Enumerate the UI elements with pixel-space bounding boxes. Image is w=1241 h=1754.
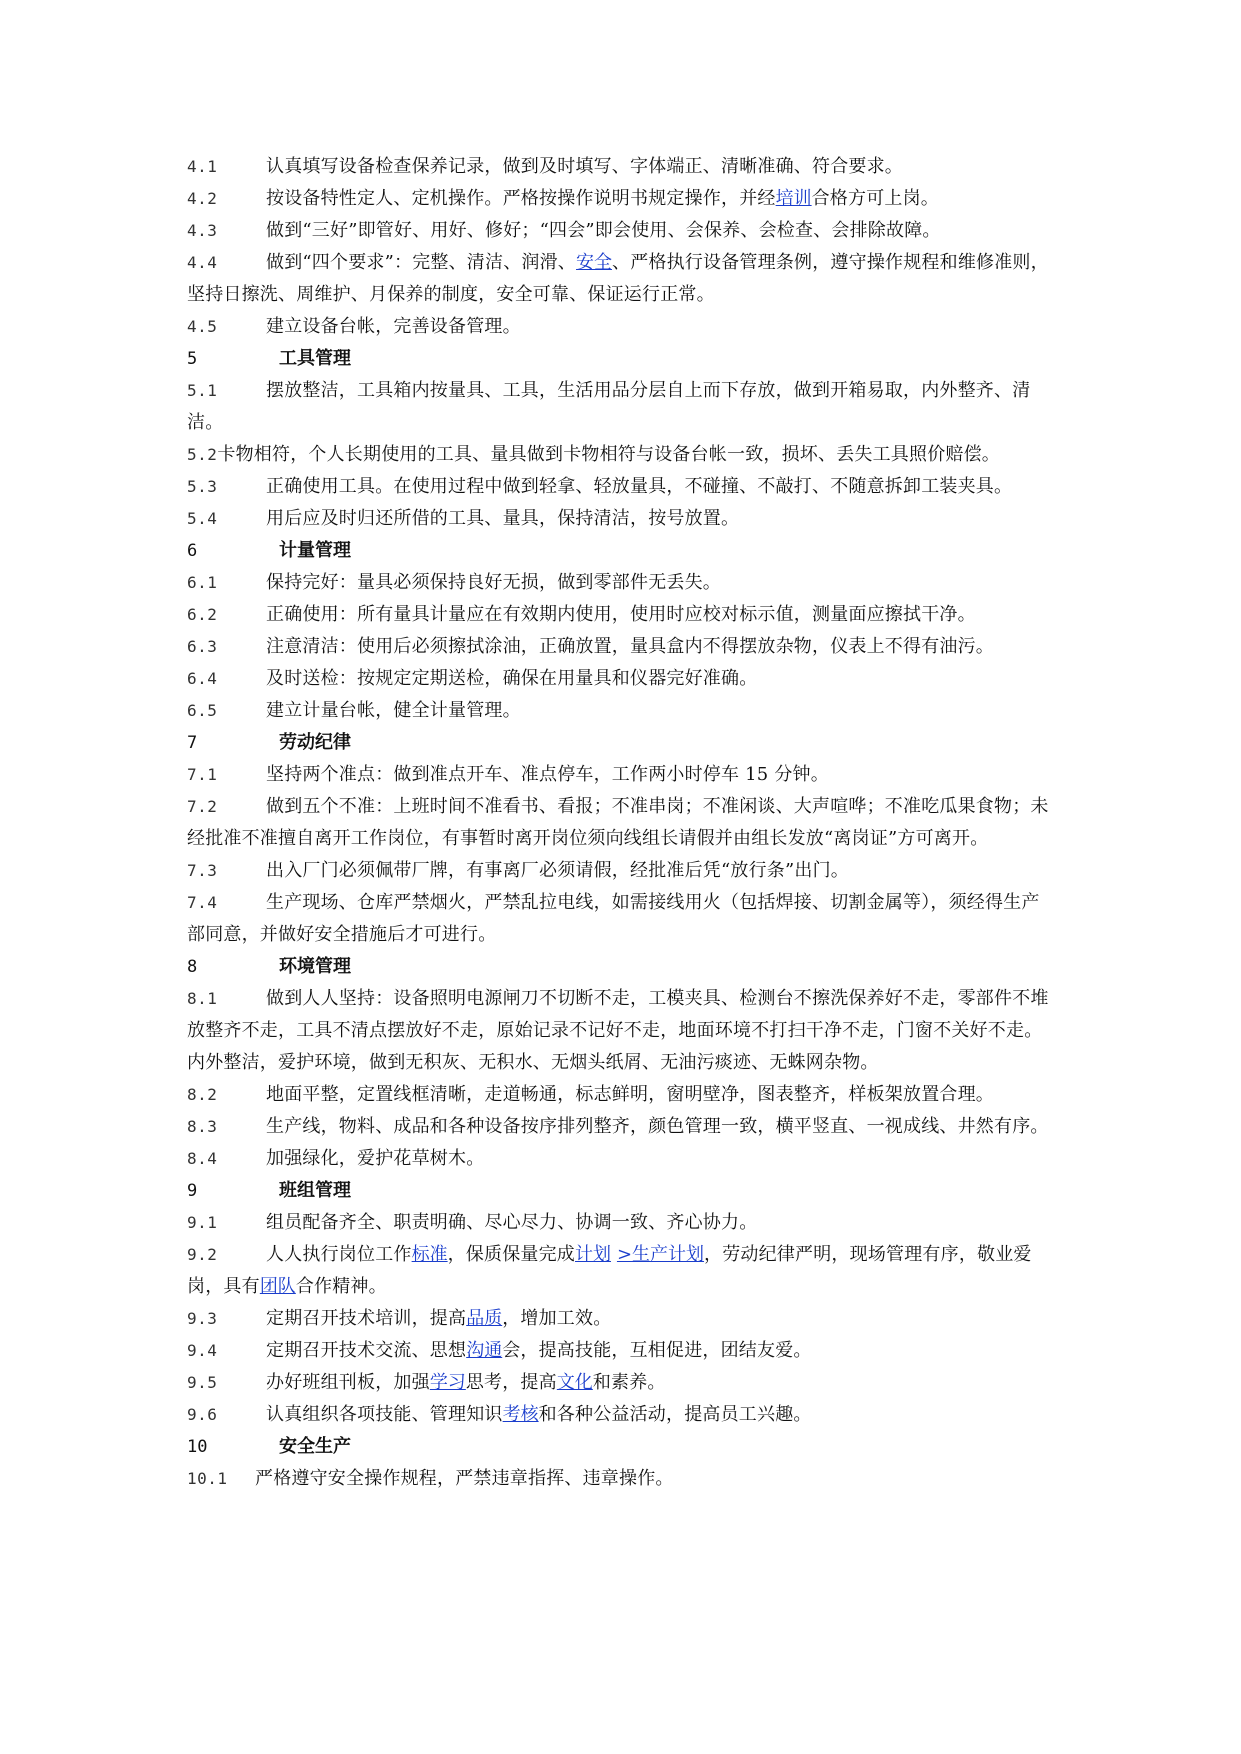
clause-item: [187, 503, 1057, 535]
clause-text: 做到“三好”即管好、用好、修好；“四会”即会使用、会保养、会检查、会排除故障。: [266, 220, 941, 241]
inline-link[interactable]: 考核: [502, 1404, 539, 1425]
clause-number: 9.3: [187, 1309, 218, 1328]
clause-item: [187, 663, 1057, 695]
clause-text: 认真填写设备检查保养记录，做到及时填写、字体端正、清晰准确、符合要求。: [266, 156, 903, 177]
clause-text: 建立计量台帐，健全计量管理。: [266, 700, 521, 721]
clause-text: 思考，提高: [465, 1372, 557, 1393]
document-body: [187, 151, 1057, 1495]
clause-number: 6.2: [187, 605, 218, 624]
clause-text: 生产现场、仓库严禁烟火，严禁乱拉电线，如需接线用火（包括焊接、切割金属等），须经得生产部同意，并做好安全措施后才可进行。: [187, 892, 1040, 945]
clause-number: 5.4: [187, 509, 218, 528]
clause-item: [187, 439, 1057, 471]
clause-text: ，增加工效。: [502, 1308, 612, 1329]
clause-text: 摆放整洁，工具箱内按量具、工具，生活用品分层自上而下存放，做到开箱易取，内外整齐、清洁。: [187, 380, 1031, 433]
clause-item: [187, 471, 1057, 503]
clause-text: 会，提高技能，互相促进，团结友爱。: [502, 1340, 812, 1361]
clause-text: 做到人人坚持：设备照明电源闸刀不切断不走，工模夹具、检测台不擦洗保养好不走，零部件不堆放整齐不走，工具不清点摆放好不走，原始记录不记好不走，地面环境不打扫干净不走，门窗不关好不走。内外整洁，爱护环境，做到无积灰、无积水、无烟头纸屑、无油污痰迹、无蛛网杂物。: [187, 988, 1049, 1073]
clause-number: 5.3: [187, 477, 218, 496]
section-heading: [187, 1431, 1057, 1463]
clause-text: 建立设备台帐，完善设备管理。: [266, 316, 521, 337]
clause-number: 8.2: [187, 1085, 218, 1104]
clause-item: [187, 1143, 1057, 1175]
clause-number: 4.3: [187, 221, 218, 240]
clause-number: 9.6: [187, 1405, 218, 1424]
clause-number: 10.1: [187, 1469, 228, 1488]
clause-text: 正确使用工具。在使用过程中做到轻拿、轻放量具，不碰撞、不敲打、不随意拆卸工装夹具。: [266, 476, 1013, 497]
clause-number: 6.1: [187, 573, 218, 592]
clause-number: 9.4: [187, 1341, 218, 1360]
clause-item: [187, 247, 1057, 311]
clause-text: 认真组织各项技能、管理知识: [266, 1404, 503, 1425]
section-title: 环境管理: [279, 956, 351, 977]
clause-item: [187, 855, 1057, 887]
clause-number: 6.4: [187, 669, 218, 688]
inline-link[interactable]: 培训: [775, 188, 812, 209]
clause-text: 正确使用：所有量具计量应在有效期内使用，使用时应校对标示值，测量面应擦拭干净。: [266, 604, 976, 625]
section-number: 6: [187, 541, 198, 561]
clause-number: 4.4: [187, 253, 218, 272]
section-title: 工具管理: [279, 348, 351, 369]
clause-item: [187, 1111, 1057, 1143]
section-heading: [187, 343, 1057, 375]
inline-link[interactable]: >生产计划: [616, 1244, 705, 1265]
inline-link[interactable]: 文化: [556, 1372, 593, 1393]
clause-item: [187, 887, 1057, 951]
clause-number: 7.2: [187, 797, 218, 816]
clause-text: 和各种公益活动，提高员工兴趣。: [538, 1404, 812, 1425]
clause-item: [187, 567, 1057, 599]
clause-item: [187, 631, 1057, 663]
section-heading: [187, 1175, 1057, 1207]
inline-link[interactable]: 安全: [576, 252, 613, 273]
clause-item: [187, 1079, 1057, 1111]
clause-item: [187, 215, 1057, 247]
clause-text: 卡物相符，个人长期使用的工具、量具做到卡物相符与设备台帐一致，损坏、丢失工具照价赔偿。: [217, 444, 1001, 465]
section-number: 10: [187, 1437, 208, 1457]
clause-text: 合作精神。: [295, 1276, 387, 1297]
clause-item: [187, 695, 1057, 727]
clause-text: 人人执行岗位工作: [266, 1244, 412, 1265]
clause-text: 坚持两个准点：做到准点开车、准点停车，工作两小时停车 15 分钟。: [266, 764, 829, 785]
clause-text: 注意清洁：使用后必须擦拭涂油，正确放置，量具盒内不得摆放杂物，仪表上不得有油污。: [266, 636, 994, 657]
section-number: 7: [187, 733, 198, 753]
clause-text: 生产线，物料、成品和各种设备按序排列整齐，颜色管理一致，横平竖直、一视成线、井然有序。: [266, 1116, 1049, 1137]
clause-number: 5.2: [187, 445, 218, 464]
clause-number: 9.5: [187, 1373, 218, 1392]
clause-item: [187, 1239, 1057, 1303]
clause-text: 、严格执行设备管理条例，遵守操作规程和维修准则，坚持日擦洗、周维护、月保养的制度，安全可靠、保证运行正常。: [187, 252, 1049, 305]
inline-link[interactable]: 品质: [466, 1308, 503, 1329]
inline-link[interactable]: 团队: [259, 1276, 296, 1297]
clause-number: 9.2: [187, 1245, 218, 1264]
clause-text: 做到五个不准：上班时间不准看书、看报；不准串岗；不准闲谈、大声喧哗；不准吃瓜果食物；未经批准不准擅自离开工作岗位，有事暂时离开岗位须向线组长请假并由组长发放“离岗证”方可离开。: [187, 796, 1049, 849]
section-heading: [187, 727, 1057, 759]
clause-text: 和素养。: [592, 1372, 666, 1393]
section-number: 8: [187, 957, 198, 977]
clause-text: 用后应及时归还所借的工具、量具，保持清洁，按号放置。: [266, 508, 740, 529]
clause-number: 5.1: [187, 381, 218, 400]
inline-link[interactable]: 计划: [575, 1244, 612, 1265]
clause-number: 6.5: [187, 701, 218, 720]
clause-text: 办好班组刊板，加强: [266, 1372, 430, 1393]
clause-item: [187, 1303, 1057, 1335]
clause-number: 4.1: [187, 157, 218, 176]
clause-number: 4.2: [187, 189, 218, 208]
clause-item: [187, 791, 1057, 855]
clause-number: 4.5: [187, 317, 218, 336]
clause-text: ，保质保量完成: [447, 1244, 576, 1265]
clause-item: [187, 1463, 1057, 1495]
inline-link[interactable]: 标准: [411, 1244, 448, 1265]
clause-text: 及时送检：按规定定期送检，确保在用量具和仪器完好准确。: [266, 668, 758, 689]
clause-item: [187, 151, 1057, 183]
clause-item: [187, 599, 1057, 631]
clause-text: 做到“四个要求”：完整、清洁、润滑、: [266, 252, 577, 273]
section-title: 安全生产: [279, 1436, 351, 1457]
clause-number: 7.4: [187, 893, 218, 912]
clause-item: [187, 983, 1057, 1079]
section-number: 9: [187, 1181, 198, 1201]
clause-item: [187, 759, 1057, 791]
clause-item: [187, 183, 1057, 215]
section-number: 5: [187, 349, 198, 369]
clause-text: 严格遵守安全操作规程，严禁违章指挥、违章操作。: [255, 1468, 674, 1489]
clause-number: 9.1: [187, 1213, 218, 1232]
clause-number: 7.1: [187, 765, 218, 784]
section-title: 班组管理: [279, 1180, 351, 1201]
section-title: 计量管理: [279, 540, 351, 561]
clause-number: 8.1: [187, 989, 218, 1008]
clause-text: 定期召开技术培训，提高: [266, 1308, 467, 1329]
clause-number: 8.4: [187, 1149, 218, 1168]
clause-text: ，劳动纪律严明，现场管理有序，敬业爱岗，具有: [187, 1244, 1032, 1297]
clause-text: 保持完好：量具必须保持良好无损，做到零部件无丢失。: [266, 572, 721, 593]
section-title: 劳动纪律: [279, 732, 351, 753]
inline-link[interactable]: 沟通: [466, 1340, 503, 1361]
section-heading: [187, 951, 1057, 983]
clause-number: 6.3: [187, 637, 218, 656]
clause-text: 组员配备齐全、职责明确、尽心尽力、协调一致、齐心协力。: [266, 1212, 758, 1233]
clause-number: 7.3: [187, 861, 218, 880]
clause-item: [187, 1207, 1057, 1239]
clause-text: 出入厂门必须佩带厂牌，有事离厂必须请假，经批准后凭“放行条”出门。: [266, 860, 850, 881]
clause-item: [187, 1367, 1057, 1399]
clause-text: 地面平整，定置线框清晰，走道畅通，标志鲜明，窗明壁净，图表整齐，样板架放置合理。: [266, 1084, 994, 1105]
clause-item: [187, 1335, 1057, 1367]
clause-text: 按设备特性定人、定机操作。严格按操作说明书规定操作，并经: [266, 188, 776, 209]
clause-text: 合格方可上岗。: [811, 188, 940, 209]
clause-item: [187, 311, 1057, 343]
clause-number: 8.3: [187, 1117, 218, 1136]
clause-item: [187, 1399, 1057, 1431]
clause-item: [187, 375, 1057, 439]
clause-text: 加强绿化，爱护花草树木。: [266, 1148, 485, 1169]
section-heading: [187, 535, 1057, 567]
clause-text: 定期召开技术交流、思想: [266, 1340, 467, 1361]
inline-link[interactable]: 学习: [429, 1372, 466, 1393]
